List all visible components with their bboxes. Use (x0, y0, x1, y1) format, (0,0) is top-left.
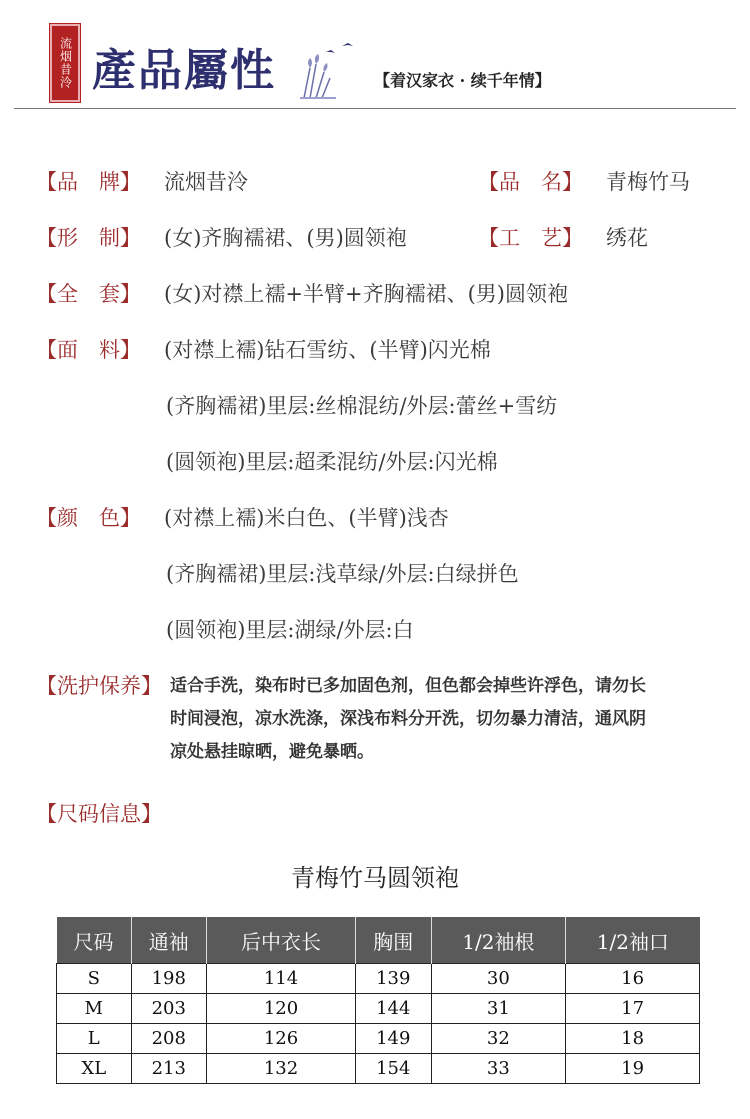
attr-value: 流烟昔泠 (164, 170, 248, 194)
table-cell: 139 (356, 964, 431, 994)
table-cell: 31 (431, 994, 566, 1024)
attr-value: (对襟上襦)钻石雪纺、(半臂)闪光棉 (164, 338, 491, 362)
attr-label: 【品 牌】 (36, 170, 141, 194)
attr-value: (对襟上襦)米白色、(半臂)浅杏 (164, 506, 449, 530)
table-cell: 198 (131, 964, 206, 994)
attr-name (478, 165, 690, 197)
attr-craft (478, 221, 648, 253)
table-header-row (57, 917, 700, 964)
fabric-line: (圆领袍)里层:超柔混纺/外层:闪光棉 (166, 450, 498, 474)
table-cell: 203 (131, 994, 206, 1024)
column-header: 后中衣长 (206, 917, 355, 964)
attr-label: 【面 料】 (36, 338, 141, 362)
care-line: 时间浸泡，凉水洗涤，深浅布料分开洗，切勿暴力清洁，通风阴 (170, 709, 646, 729)
table-cell: 30 (431, 964, 566, 994)
care-text (170, 670, 710, 769)
care-line: 凉处悬挂晾晒，避免暴晒。 (170, 742, 374, 762)
attr-value: (女)齐胸襦裙、(男)圆领袍 (164, 226, 407, 250)
attr-value: 青梅竹马 (606, 170, 690, 194)
table-cell: XL (57, 1054, 132, 1084)
table-cell: 16 (566, 964, 700, 994)
table-cell: S (57, 964, 132, 994)
table-cell: 114 (206, 964, 355, 994)
page-title: 產品屬性 (92, 45, 276, 96)
table-cell: 18 (566, 1024, 700, 1054)
attr-set (36, 277, 568, 309)
attr-form (36, 221, 407, 253)
size-table-title: 青梅竹马圆领袍 (291, 864, 459, 892)
color-line: (圆领袍)里层:湖绿/外层:白 (166, 618, 414, 642)
table-cell: 144 (356, 994, 431, 1024)
table-cell: 149 (356, 1024, 431, 1054)
header-divider (14, 108, 736, 109)
table-cell: 17 (566, 994, 700, 1024)
table-cell: 132 (206, 1054, 355, 1084)
attr-value: 绣花 (606, 226, 648, 250)
table-cell: M (57, 994, 132, 1024)
table-cell: 154 (356, 1054, 431, 1084)
reed-bird-icon (296, 38, 366, 100)
attr-color (36, 501, 449, 533)
column-header: 1/2袖根 (431, 917, 566, 964)
attr-label: 【工 艺】 (478, 226, 583, 250)
care-label: 【洗护保养】 (36, 674, 162, 698)
table-cell: 208 (131, 1024, 206, 1054)
attr-label: 【全 套】 (36, 282, 141, 306)
attr-label: 【颜 色】 (36, 506, 141, 530)
column-header: 尺码 (57, 917, 132, 964)
fabric-line: (齐胸襦裙)里层:丝棉混纺/外层:蕾丝+雪纺 (166, 394, 558, 418)
column-header: 通袖 (131, 917, 206, 964)
care-line: 适合手洗，染布时已多加固色剂，但色都会掉些许浮色，请勿长 (170, 676, 646, 696)
column-header: 胸围 (356, 917, 431, 964)
table-cell: 19 (566, 1054, 700, 1084)
column-header: 1/2袖口 (566, 917, 700, 964)
table-cell: 33 (431, 1054, 566, 1084)
attr-label: 【形 制】 (36, 226, 141, 250)
table-cell: 120 (206, 994, 355, 1024)
attr-value: (女)对襟上襦+半臂+齐胸襦裙、(男)圆领袍 (164, 282, 568, 306)
table-cell: 126 (206, 1024, 355, 1054)
size-table (56, 917, 700, 1084)
table-row (57, 964, 700, 994)
table-cell: L (57, 1024, 132, 1054)
attr-fabric (36, 333, 491, 365)
attr-brand (36, 165, 248, 197)
brand-seal: 流烟昔泠 (50, 24, 80, 102)
slogan: 【着汉家衣 · 续千年情】 (374, 71, 551, 90)
table-cell: 32 (431, 1024, 566, 1054)
size-label: 【尺码信息】 (36, 802, 162, 826)
table-row (57, 1054, 700, 1084)
table-row (57, 1024, 700, 1054)
table-row (57, 994, 700, 1024)
color-line: (齐胸襦裙)里层:浅草绿/外层:白绿拼色 (166, 562, 519, 586)
table-cell: 213 (131, 1054, 206, 1084)
attr-label: 【品 名】 (478, 170, 583, 194)
